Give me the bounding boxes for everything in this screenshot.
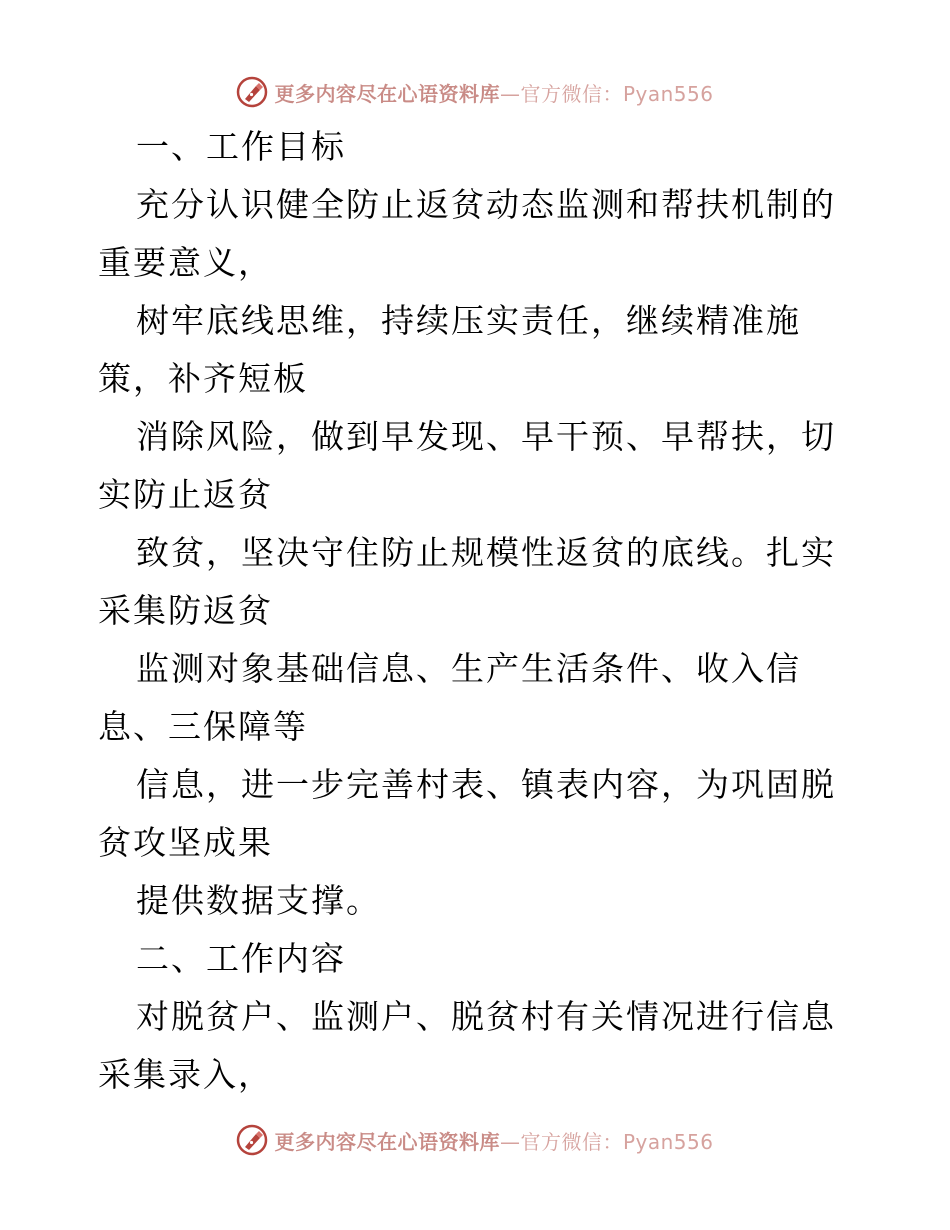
watermark-brand: 更多内容尽在心语资料库 <box>274 1129 500 1154</box>
document-body <box>98 118 868 1104</box>
section-heading-content: 二、工作内容 <box>136 939 346 978</box>
footer-watermark <box>0 1118 950 1162</box>
watermark-text <box>274 1126 713 1155</box>
paragraph: 对脱贫户、监测户、脱贫村有关情况进行信息采集录入， <box>98 997 836 1094</box>
paragraph: 监测对象基础信息、生产生活条件、收入信息、三保障等 <box>98 649 801 746</box>
pen-nib-logo-icon <box>236 1124 268 1156</box>
section-heading-goals: 一、工作目标 <box>136 127 346 166</box>
watermark-brand: 更多内容尽在心语资料库 <box>274 81 500 106</box>
watermark-separator: — <box>499 1129 521 1154</box>
pen-nib-logo-icon <box>236 76 268 108</box>
header-watermark <box>0 70 950 114</box>
paragraph: 树牢底线思维，持续压实责任，继续精准施策，补齐短板 <box>98 301 801 398</box>
paragraph: 提供数据支撑。 <box>136 881 381 920</box>
paragraph: 信息，进一步完善村表、镇表内容，为巩固脱贫攻坚成果 <box>98 765 836 862</box>
paragraph: 致贫，坚决守住防止规模性返贫的底线。扎实采集防返贫 <box>98 533 836 630</box>
paragraph: 充分认识健全防止返贫动态监测和帮扶机制的重要意义， <box>98 185 836 282</box>
watermark-wechat: 官方微信：Pyan556 <box>520 81 714 106</box>
watermark-text <box>274 78 713 107</box>
watermark-wechat: 官方微信：Pyan556 <box>520 1129 714 1154</box>
paragraph: 消除风险，做到早发现、早干预、早帮扶，切实防止返贫 <box>98 417 836 514</box>
watermark-separator: — <box>499 81 521 106</box>
